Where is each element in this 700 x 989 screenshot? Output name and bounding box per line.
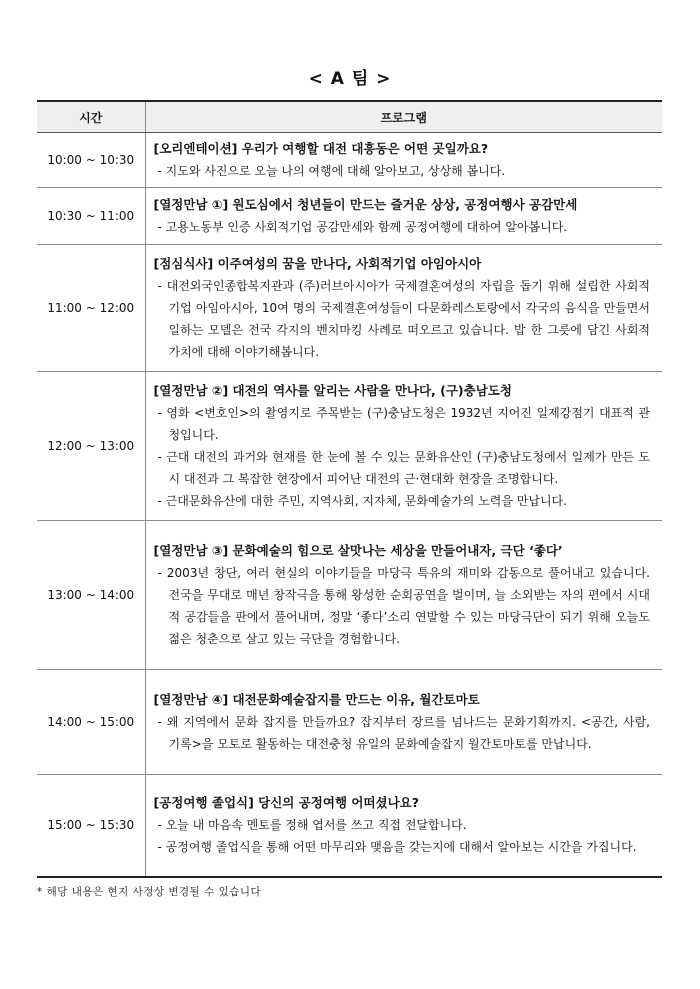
session-program xyxy=(145,670,662,775)
table-row xyxy=(37,372,662,521)
session-time: 12:00 ~ 13:00 xyxy=(37,372,145,521)
session-description: - 지도와 사진으로 오늘 나의 여행에 대해 알아보고, 상상해 봅니다. xyxy=(157,164,506,178)
page-title: < A 팀 > xyxy=(308,69,392,89)
session-description: - 오늘 내 마음속 멘토를 정해 엽서를 쓰고 직접 전달합니다. xyxy=(157,818,467,833)
session-title: [열정만남 ③] 문화예술의 힘으로 살맛나는 세상을 만들어내자, 극단 ‘좋다’ xyxy=(153,543,563,558)
session-program xyxy=(145,133,662,188)
session-title: [오리엔테이션] 우리가 여행할 대전 대흥동은 어떤 곳일까요? xyxy=(153,141,489,156)
column-header-program: 프로그램 xyxy=(145,101,662,133)
table-row xyxy=(37,670,662,775)
session-description: - 근대 대전의 과거와 현재를 한 눈에 볼 수 있는 문화유산인 (구)충남도청에서 일제가 만든 도시 대전과 그 복잡한 현장에서 피어난 대전의 근·현대화 현장을 조명합니다. xyxy=(157,450,650,486)
table-row xyxy=(37,521,662,670)
session-title: [점심식사] 이주여성의 꿈을 만나다, 사회적기업 아임아시아 xyxy=(153,256,482,271)
session-time: 11:00 ~ 12:00 xyxy=(37,245,145,372)
session-description: - 영화 <변호인>의 촬영지로 주목받는 (구)충남도청은 1932년 지어진 일제강점기 대표적 관청입니다. xyxy=(157,406,650,442)
session-description: - 근대문화유산에 대한 주민, 지역사회, 지자체, 문화예술가의 노력을 만납니다. xyxy=(157,494,567,508)
session-time: 14:00 ~ 15:00 xyxy=(37,670,145,775)
session-description: - 2003년 창단, 여러 현실의 이야기들을 마당극 특유의 재미와 감동으로 풀어내고 있습니다. 전국을 무대로 매년 창작극을 통해 왕성한 순회공연을 벌이며, 늘 소외받는 자의 편에서 시대적 공감들을 판에서 풀어내며, 정말 ‘좋다’소리 연발할 수 있는 마당극단이 되기 위해 오늘도 젊은 청춘으로 살고 있는 극단을 경험합니다. xyxy=(157,566,650,646)
session-program xyxy=(145,521,662,670)
session-title: [열정만남 ④] 대전문화예술잡지를 만드는 이유, 월간토마토 xyxy=(153,692,480,707)
session-time: 13:00 ~ 14:00 xyxy=(37,521,145,670)
table-row xyxy=(37,245,662,372)
session-title: [공정여행 졸업식] 당신의 공정여행 어떠셨나요? xyxy=(153,795,420,811)
session-time: 15:00 ~ 15:30 xyxy=(37,775,145,877)
session-description: - 고용노동부 인증 사회적기업 공감만세와 함께 공정여행에 대하여 알아봅니다. xyxy=(157,220,568,234)
session-time: 10:30 ~ 11:00 xyxy=(37,188,145,245)
session-program xyxy=(145,188,662,245)
session-program xyxy=(145,245,662,372)
session-program xyxy=(145,775,662,877)
column-header-time: 시간 xyxy=(37,101,145,133)
session-title: [열정만남 ①] 원도심에서 청년들이 만드는 즐거운 상상, 공정여행사 공감만세 xyxy=(153,197,578,212)
table-row xyxy=(37,188,662,245)
session-title: [열정만남 ②] 대전의 역사를 알리는 사람을 만나다, (구)충남도청 xyxy=(153,383,512,398)
table-header-row xyxy=(37,101,662,133)
table-row xyxy=(37,133,662,188)
session-description: - 공정여행 졸업식을 통해 어떤 마무리와 맺음을 갖는지에 대해서 알아보는 시간을 가집니다. xyxy=(157,840,637,855)
footnote: * 해당 내용은 현지 사정상 변경될 수 있습니다 xyxy=(37,886,262,898)
schedule-table xyxy=(37,100,662,878)
table-row xyxy=(37,775,662,877)
session-time: 10:00 ~ 10:30 xyxy=(37,133,145,188)
session-description: - 왜 지역에서 문화 잡지를 만들까요? 잡지부터 장르를 넘나드는 문화기획까지. <공간, 사람, 기록>을 모토로 활동하는 대전충청 유일의 문화예술잡지 월간토마토를 만납니다. xyxy=(157,715,650,751)
session-program xyxy=(145,372,662,521)
session-description: - 대전외국인종합복지관과 (주)러브아시아가 국제결혼여성의 자립을 돕기 위해 설립한 사회적기업 아임아시아, 10여 명의 국제결혼여성들이 다문화레스토랑에서 각국의 음식을 만들면서 일하는 모델은 전국 각지의 벤치마킹 사례로 떠오르고 있습니다. 밥 한 그릇에 담긴 사회적 가치에 대해 이야기해봅니다. xyxy=(157,279,650,359)
